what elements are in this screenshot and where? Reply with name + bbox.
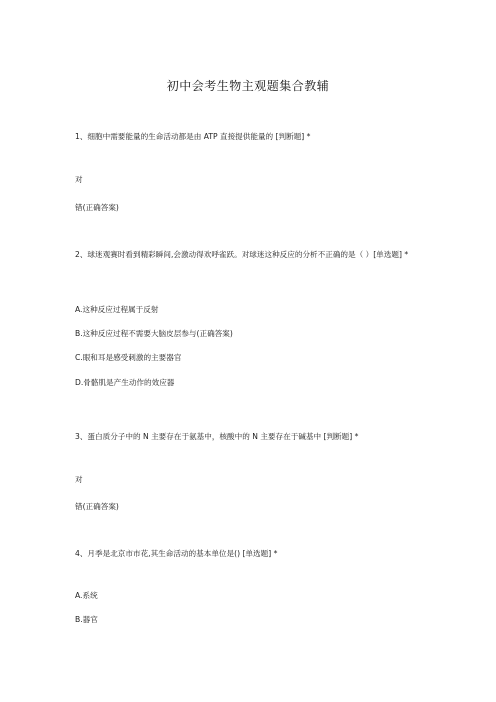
question-4-option-b: B.器官	[75, 615, 98, 624]
question-2-option-b: B.这种反应过程不需要大脑皮层参与(正确答案)	[75, 329, 233, 338]
question-3-option-2: 错(正确答案)	[75, 502, 119, 511]
question-3-option-1: 对	[75, 475, 83, 484]
document-title: 初中会考生物主观题集合教辅	[166, 79, 330, 93]
question-1-text: 1、细胞中需要能量的生命活动都是由 ATP 直接提供能量的 [判断题] *	[75, 132, 311, 141]
question-2-text: 2、球迷观赛时看到精彩瞬间,会激动得欢呼雀跃。对球迷这种反应的分析不正确的是（ ）[单选题] *	[75, 250, 409, 259]
question-3-text: 3、蛋白质分子中的 N 主要存在于氨基中，核酸中的 N 主要存在于碱基中 [判断题] *	[75, 432, 359, 441]
question-2-option-c: C.眼和耳是感受刺激的主要器官	[75, 353, 182, 362]
question-1-option-2: 错(正确答案)	[75, 203, 119, 212]
question-2-option-a: A.这种反应过程属于反射	[75, 305, 159, 314]
question-4-option-a: A.系统	[75, 591, 98, 600]
question-4-text: 4、月季是北京市市花,其生命活动的基本单位是() [单选题] *	[75, 549, 278, 558]
question-1-option-1: 对	[75, 175, 83, 184]
question-2-option-d: D.骨骼肌是产生动作的效应器	[75, 378, 175, 387]
